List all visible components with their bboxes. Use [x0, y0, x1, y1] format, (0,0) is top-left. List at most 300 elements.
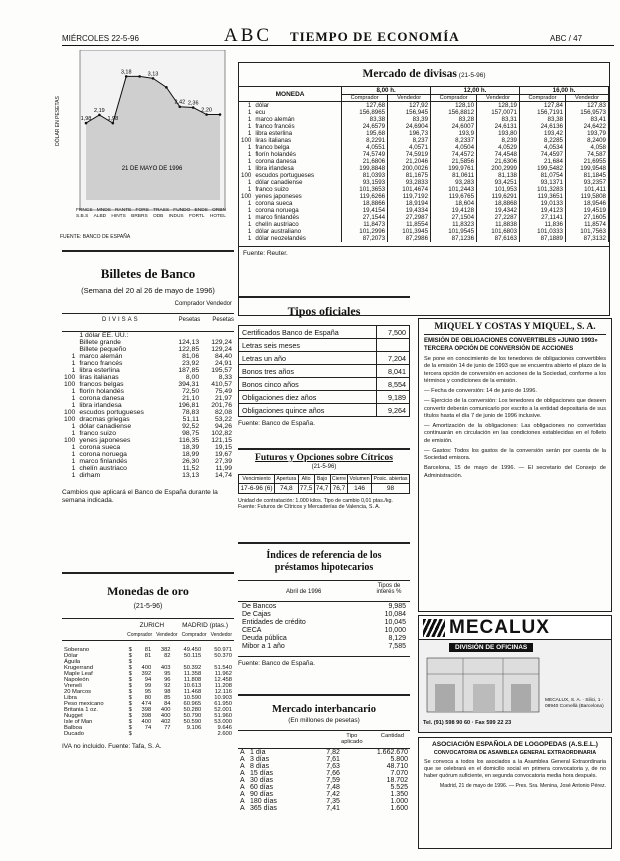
inter-prefix: A [240, 777, 245, 784]
divisas-qty: 100 [241, 193, 252, 200]
notice-paragraph: Barcelona, 15 de mayo de 1996. — El secretario del Consejo de Administración. [424, 465, 606, 479]
divisas-rate: 156,945 [388, 109, 431, 116]
divisas-rate: 93,4251 [477, 179, 520, 186]
divisas-rate: 19,4334 [388, 207, 431, 214]
table-row [238, 798, 410, 805]
divisas-rate: 83,38 [520, 116, 566, 123]
monedas-price: 11.358 [183, 671, 202, 677]
logopedas-subtitle: CONVOCATORIA DE ASAMBLEA GENERAL EXTRAORDINARIA [433, 750, 597, 756]
divisas-col-label: Vendedor [388, 95, 431, 102]
notice-paragraph: — Gastos: Todos los gastos de la conversión serán por cuenta de la Sociedad emisora. [424, 447, 606, 462]
inter-rate: 7,63 [326, 763, 340, 770]
divisas-rate: 87,1889 [520, 235, 566, 242]
hipotecas-col-value: Tipos de interés % [376, 583, 402, 595]
divisas-rate: 87,2073 [342, 235, 388, 242]
divisas-rate: 101,4674 [388, 186, 431, 193]
mecalux-ad [418, 615, 612, 733]
divisas-rate: 8,237 [388, 137, 431, 144]
monedas-coin: Peso mexicano [64, 701, 104, 707]
divisas-source: Fuente: Reuter. [239, 246, 609, 257]
futuros-col-label: Bajo [314, 475, 330, 484]
inter-prefix: A [240, 791, 245, 798]
chart-xtick-label: INDUS [168, 214, 184, 219]
hipotecas-label: Deuda pública [242, 634, 287, 642]
divisas-rate: 19,4342 [477, 207, 520, 214]
table-row [62, 402, 234, 409]
divisas-header-row [239, 87, 609, 95]
divisas-rate: 81,0611 [431, 172, 477, 179]
divisas-rate: 127,83 [565, 102, 608, 110]
hipotecas-title: Índices de referencia de los préstamos hipotecarios [266, 550, 382, 573]
chart-xtick-label: ENDS [194, 208, 208, 213]
table-row [62, 731, 234, 737]
tipos-label: Bonos tres años [242, 366, 294, 376]
table-row [239, 214, 609, 221]
futuros-date: (21-5-96) [311, 464, 337, 470]
notice-body [424, 356, 606, 480]
monedas-price: 10.903 [214, 695, 232, 701]
divisas-currency: yenes japoneses [253, 193, 341, 200]
chart-xtick-label: ALBD [93, 214, 107, 219]
divisas-rate: 18,604 [431, 200, 477, 207]
billetes-sell: 14,74 [214, 472, 232, 479]
monedas-price: 400 [160, 713, 171, 719]
table-row [239, 109, 609, 116]
divisas-rate: 11,836 [520, 221, 566, 228]
table-row [239, 102, 609, 110]
billetes-qty: 1 [71, 395, 76, 402]
divisas-table [239, 86, 609, 242]
inter-rate: 7,41 [326, 805, 340, 812]
notice-headline: EMISIÓN DE OBLIGACIONES CONVERTIBLES «JUNIO 1993» TERCERA OPCIÓN DE CONVERSIÓN DE ACCIONES [424, 338, 598, 352]
hipotecas-col-period: Abril de 1996 [286, 589, 322, 595]
inter-prefix: A [240, 805, 245, 812]
monedas-unit: $ [128, 659, 132, 665]
billetes-sell: 11,99 [215, 465, 232, 472]
divisas-qty: 1 [247, 123, 252, 130]
divisas-qty: 1 [247, 179, 252, 186]
table-row [62, 458, 234, 465]
monedas-price: 49.450 [183, 647, 202, 653]
table-row [239, 158, 609, 165]
table-row [239, 179, 609, 186]
divisas-rate: 101,411 [565, 186, 608, 193]
monedas-price: 95 [144, 689, 152, 695]
table-row [62, 339, 234, 346]
billetes-sell: 21,97 [214, 395, 232, 402]
billetes-buy: 21,10 [182, 395, 200, 402]
divisas-currency: florín holandés [253, 151, 341, 158]
table-row [239, 186, 609, 193]
divisas-rate: 19,4519 [565, 207, 608, 214]
billetes-buy: 92,52 [182, 423, 200, 430]
divisas-rate: 24,6904 [388, 123, 431, 130]
table-row [62, 444, 234, 451]
table-row [239, 221, 609, 228]
monedas-unit: $ [128, 731, 132, 737]
chart-data-label: 1,98 [80, 116, 92, 123]
monedas-price: 84 [164, 701, 171, 707]
divisas-qty: 100 [241, 172, 252, 179]
monedas-price: 74 [144, 725, 152, 731]
inter-rate: 7,82 [326, 749, 340, 756]
divisas-rate: 119,3651 [520, 193, 566, 200]
table-row [238, 756, 410, 763]
divisas-rate: 27,1544 [342, 214, 388, 221]
divisas-currency: dólar [253, 102, 341, 110]
billetes-divisas-label: DIVISAS [102, 317, 140, 323]
divisas-rate: 199,8848 [342, 165, 388, 172]
divisas-rate: 21,6806 [342, 158, 388, 165]
dollar-chart [55, 48, 234, 248]
divisas-rate: 127,84 [520, 102, 566, 110]
inter-term: 365 días [250, 805, 277, 812]
divisas-rate: 4,058 [565, 144, 608, 151]
hipotecas-value: 10,084 [384, 610, 406, 618]
billetes-currency: franco francés [79, 360, 123, 367]
monedas-price: 9.646 [217, 725, 232, 731]
interbancario-title: Mercado interbancario [272, 704, 376, 715]
inter-prefix: A [240, 756, 245, 763]
chart-point [112, 122, 115, 125]
divisas-rate: 196,73 [388, 130, 431, 137]
futuros-note: Unidad de contratación: 1.000 kilos. Tipo de cambio 0,01 ptas./kg. Fuente: Futuros de Cítricos y Mercaderías de Valencia, S. A. [238, 498, 393, 511]
table-row [239, 404, 410, 417]
hipotecas-value: 9,985 [388, 602, 406, 610]
divisas-rate: 19,4123 [520, 207, 566, 214]
divisas-rate: 93,1371 [520, 179, 566, 186]
billetes-currency: dracmas griegas [79, 416, 130, 423]
divisas-rate: 83,28 [431, 116, 477, 123]
tipos-label: Obligaciones quince años [242, 405, 325, 415]
table-row [238, 749, 410, 757]
monedas-title: Monedas de oro [107, 584, 189, 598]
divisas-currency: corona danesa [253, 158, 341, 165]
billetes-qty: 1 [71, 472, 76, 479]
table-row [239, 165, 609, 172]
monedas-coin: Maple Leaf [64, 671, 93, 677]
table-row [239, 378, 410, 391]
divisas-rate: 119,6291 [477, 193, 520, 200]
table-row [62, 416, 234, 423]
chart-point [98, 114, 101, 117]
monedas-price: 382 [160, 647, 171, 653]
billetes-buy: 18,99 [182, 451, 200, 458]
billetes-sell: 19,15 [214, 444, 232, 451]
divisas-qty: 1 [247, 228, 252, 235]
divisas-rate: 101,2443 [431, 186, 477, 193]
billetes-footnote: Cambios que aplicará el Banco de España durante la semana indicada. [62, 489, 218, 505]
divisas-qty: 1 [247, 144, 252, 151]
divisas-rate: 21,2046 [388, 158, 431, 165]
futuros-table [238, 474, 410, 494]
notice-paragraph: — Amortización de la obligaciones: Las obligaciones no convertidas continuarán en circulación en las condiciones establecidas en el folleto de emisión. [424, 423, 606, 444]
divisas-rate: 18,8866 [342, 200, 388, 207]
header-date: MIÉRCOLES 22-5-96 [62, 34, 139, 43]
chart-data-label: 3,18 [120, 69, 132, 76]
monedas-coin: Soberano [64, 647, 90, 653]
divisas-qty: 1 [247, 116, 252, 123]
divisas-qty: 1 [247, 151, 252, 158]
logopedas-notice [418, 737, 612, 849]
monedas-col-label: Comprador [181, 632, 207, 638]
divisas-rate: 4,0534 [520, 144, 566, 151]
divisas-rate: 11,8574 [565, 221, 608, 228]
inter-term: 8 días [250, 763, 270, 770]
divisas-rate: 128,19 [477, 102, 520, 110]
billetes-buy: 18,39 [182, 444, 200, 451]
monedas-coin: Águila [64, 659, 81, 665]
billetes-sell: 410,57 [211, 381, 232, 388]
futuros-col-label: Apertura [276, 476, 297, 482]
divisas-rate: 127,92 [388, 102, 431, 110]
billetes-buy [168, 332, 201, 340]
table-row [239, 326, 410, 339]
logopedas-title: ASOCIACIÓN ESPAÑOLA DE LOGOPEDAS (A.S.E.L.) [432, 741, 598, 748]
divisas-rate: 83,31 [477, 116, 520, 123]
divisas-rate: 200,2999 [477, 165, 520, 172]
inter-prefix: A [240, 749, 245, 756]
monedas-price: 398 [141, 713, 152, 719]
divisas-rate: 193,9 [431, 130, 477, 137]
divisas-rate: 93,2833 [388, 179, 431, 186]
billetes-buy: 394,31 [178, 381, 200, 388]
inter-amount: 1.600 [390, 805, 408, 812]
futuros-section [238, 448, 410, 540]
divisas-col-label: Vendedor [565, 95, 608, 102]
chart-xtick-label: ORBN [212, 208, 226, 213]
mecalux-brand: MECALUX [449, 617, 550, 638]
divisas-rate: 101,3945 [388, 228, 431, 235]
divisas-rate: 27,2987 [388, 214, 431, 221]
billetes-col-header: Comprador Vendedor [174, 301, 232, 307]
table-row [239, 352, 410, 365]
inter-amount: 1.662.670 [376, 749, 408, 756]
billetes-buy: 98,75 [182, 430, 200, 437]
inter-amount: 48.710 [386, 763, 408, 770]
chart-xtick-label: FORTL [188, 214, 205, 219]
divisas-rate: 87,6163 [477, 235, 520, 242]
miquel-notice [418, 318, 612, 612]
billetes-qty: 100 [64, 381, 76, 388]
chart-xtick-label: FRNCS [76, 208, 93, 213]
divisas-rate: 81,138 [477, 172, 520, 179]
inter-rate: 7,42 [326, 791, 340, 798]
monedas-price: 2.600 [217, 731, 232, 737]
billetes-currency: dólar canadiense [79, 423, 132, 430]
divisas-rate: 74,4597 [520, 151, 566, 158]
billetes-sell: 129,24 [211, 346, 232, 353]
divisas-rate: 156,8812 [431, 109, 477, 116]
billetes-sell: 201,76 [211, 402, 232, 409]
tipos-label: Letras seis meses [242, 340, 300, 350]
monedas-price: 80 [144, 695, 152, 701]
divisas-currency: corona noruega [253, 207, 341, 214]
divisas-rate: 119,5808 [565, 193, 608, 200]
table-row [238, 770, 410, 777]
inter-term: 1 día [250, 749, 266, 756]
table-row [62, 381, 234, 388]
billetes-qty: 100 [64, 374, 76, 381]
divisas-rate: 156,7191 [520, 109, 566, 116]
divisas-currency: franco francés [253, 123, 341, 130]
chart-date-label: 21 DE MAYO DE 1996 [121, 166, 183, 172]
billetes-qty [62, 339, 77, 346]
table-row [239, 235, 609, 242]
billetes-currency: escudos portugueses [79, 409, 144, 416]
hipotecas-table [238, 601, 410, 650]
tipos-value: 7,500 [376, 326, 409, 339]
header-page: ABC / 47 [550, 34, 583, 43]
page-header [62, 25, 614, 46]
tipos-value: 7,204 [376, 352, 409, 365]
monedas-date: (21-5-96) [133, 603, 163, 610]
divisas-rate: 8,239 [477, 137, 520, 144]
divisas-rate: 83,38 [342, 116, 388, 123]
divisas-currency: liras italianas [253, 137, 341, 144]
chart-xtick-label: S.B.S [76, 214, 89, 219]
inter-amount: 5.525 [390, 784, 408, 791]
billetes-currency: Billete pequeño [79, 346, 127, 353]
divisas-rate: 8,2409 [565, 137, 608, 144]
tipos-value: 8,041 [376, 365, 409, 378]
divisas-currency: libra irlandesa [253, 165, 341, 172]
billetes-currency: marco finlandés [79, 458, 128, 465]
billetes-currency: francos belgas [79, 381, 124, 388]
divisas-rate: 11,8323 [431, 221, 477, 228]
table-row [239, 193, 609, 200]
inter-prefix: A [240, 770, 245, 777]
hipotecas-value: 10,000 [384, 626, 406, 634]
billetes-currency: corona danesa [79, 395, 125, 402]
monedas-price: 81 [144, 647, 152, 653]
hipotecas-label: Entidades de crédito [242, 618, 306, 626]
divisas-rate: 93,283 [431, 179, 477, 186]
billetes-currency: franco suizo [79, 430, 116, 437]
monedas-unit: $ [128, 713, 132, 719]
divisas-rate: 127,68 [342, 102, 388, 110]
table-row [238, 634, 410, 642]
divisas-col-label: Vendedor [477, 95, 520, 102]
futuros-col-label: Vencimiento [239, 475, 275, 484]
billetes-currency: florín holandés [79, 388, 124, 395]
monedas-group-a: ZURICH [139, 622, 165, 629]
divisas-qty: 1 [247, 165, 252, 172]
divisas-rate: 8,2285 [520, 137, 566, 144]
monedas-coin: 20 Marcos [64, 689, 92, 695]
divisas-col-label: Comprador [520, 95, 566, 102]
divisas-rate: 81,1675 [388, 172, 431, 179]
table-row [238, 784, 410, 791]
divisas-rate: 11,8838 [477, 221, 520, 228]
divisas-section [238, 62, 610, 316]
divisas-currency: dólar australiano [253, 228, 341, 235]
monedas-footnote: IVA no incluido. Fuente: Tafa, S. A. [62, 743, 162, 750]
table-row [238, 777, 410, 784]
monedas-table [62, 647, 234, 737]
divisas-time: 12,00 h. [431, 87, 520, 95]
billetes-qty: 100 [64, 437, 76, 444]
billetes-buy: 81,06 [182, 353, 200, 360]
divisas-qty: 1 [247, 102, 252, 109]
monedas-unit: $ [128, 683, 132, 689]
monedas-price: 50.790 [183, 713, 202, 719]
chart-data-label: 2,20 [201, 107, 212, 114]
divisas-rate: 101,3283 [520, 186, 566, 193]
chart-source: FUENTE: BANCO DE ESPAÑA [60, 234, 131, 240]
futuros-col-label: Posic. abiertas [373, 476, 408, 482]
billetes-col-b: Pesetas [212, 317, 234, 323]
table-row [238, 791, 410, 798]
divisas-rate: 18,9194 [388, 200, 431, 207]
tipos-label: Letras un año [242, 353, 286, 363]
monedas-price: 12.458 [214, 677, 232, 683]
billetes-currency: corona sueca [79, 444, 121, 451]
divisas-qty: 1 [247, 221, 252, 228]
notice-paragraph: Se pone en conocimiento de los tenedores de obligaciones convertibles de la emisión 14 de junio de 1993 que se encuentra abierto el plazo de la tercera opción de conversión en acciones de la Sociedad, conforme a los términos y condiciones de la emisión. [424, 356, 606, 384]
table-row [239, 116, 609, 123]
monedas-price: 400 [160, 707, 171, 713]
divisas-date: (21-5-96) [458, 72, 486, 79]
billetes-qty: 1 [71, 444, 76, 451]
monedas-unit: $ [128, 689, 132, 695]
monedas-price: 50.280 [183, 707, 202, 713]
table-row [239, 365, 410, 378]
futuros-value: 98 [371, 484, 409, 494]
table-row [238, 763, 410, 770]
divisas-rate: 128,10 [431, 102, 477, 110]
billetes-sell: 75,49 [214, 388, 232, 395]
monedas-price [153, 731, 172, 737]
monedas-price: 60.965 [183, 701, 202, 707]
mecalux-logo-icon [423, 619, 445, 637]
divisas-currency: chelín austriaco [253, 221, 341, 228]
tipos-table [238, 325, 410, 417]
billetes-currency: Billete grande [79, 339, 121, 346]
billetes-qty: 1 [71, 388, 76, 395]
monedas-coin: Napoleón [64, 677, 89, 683]
hipotecas-label: Mibor a 1 año [242, 642, 285, 650]
billetes-qty: 1 [71, 451, 76, 458]
mecalux-address: MECALUX, S. A. · Silici, 1 · 08940 Cornellà (Barcelona) [545, 698, 604, 709]
billetes-qty: 1 [71, 423, 76, 430]
monedas-price: 50.115 [183, 653, 202, 659]
billetes-currency: libra esterlina [79, 367, 120, 374]
divisas-rate: 199,9548 [565, 165, 608, 172]
divisas-qty: 1 [247, 109, 252, 116]
billetes-buy: 23,92 [182, 360, 200, 367]
divisas-rate: 74,587 [565, 151, 608, 158]
table-row [239, 200, 609, 207]
billetes-buy: 72,50 [182, 388, 200, 395]
interbancario-section [238, 694, 410, 852]
divisas-rate: 24,6007 [431, 123, 477, 130]
divisas-rate: 4,0571 [388, 144, 431, 151]
monedas-price: 400 [141, 665, 152, 671]
hipotecas-source: Fuente: Banco de España. [238, 656, 410, 667]
divisas-rate: 81,1845 [565, 172, 608, 179]
monedas-coin: Balboa [64, 725, 83, 731]
divisas-rate: 74,4572 [431, 151, 477, 158]
table-row [238, 618, 410, 626]
table-row [239, 228, 609, 235]
divisas-rate: 11,8554 [388, 221, 431, 228]
monedas-price: 81 [144, 653, 152, 659]
monedas-price: 77 [164, 725, 171, 731]
divisas-currency: corona sueca [253, 200, 341, 207]
hipotecas-label: De Bancos [242, 602, 277, 610]
divisas-rate: 101,0333 [520, 228, 566, 235]
